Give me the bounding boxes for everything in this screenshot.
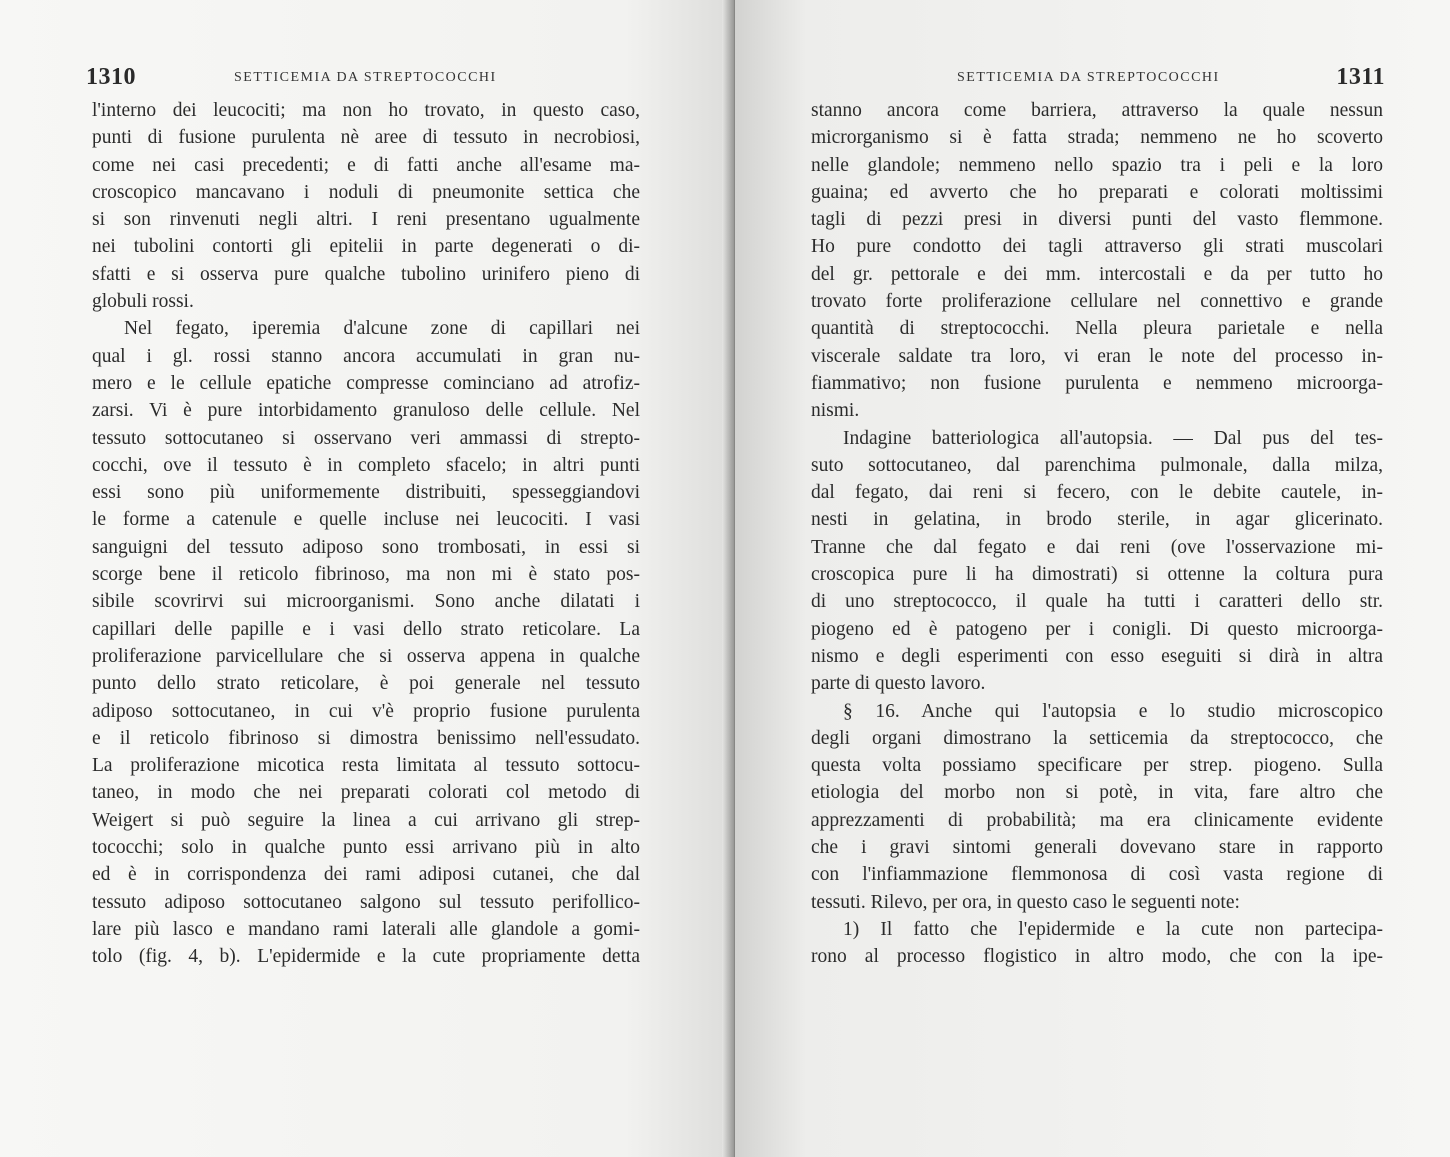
text-line: sanguigni del tessuto adiposo sono trombosati, in essi si: [92, 536, 640, 558]
text-line: Indagine batteriologica all'autopsia. — Dal pus del tes-: [843, 427, 1383, 449]
text-line: proliferazione parvicellulare che si osserva appena in qualche: [92, 645, 640, 667]
text-line: lare più lasco e mandano rami laterali alle glandole a gomi-: [92, 918, 640, 940]
text-line: del gr. pettorale e dei mm. intercostali e da per tutto ho: [811, 263, 1383, 285]
text-line: sfatti e si osserva pure qualche tubolino urinifero pieno di: [92, 263, 640, 285]
text-line: microrganismo si è fatta strada; nemmeno ne ho scoverto: [811, 127, 1383, 149]
text-line: croscopico mancavano i noduli di pneumonite settica che: [92, 181, 640, 203]
text-line: sibile scovrirvi sui microorganismi. Sono anche dilatati i: [92, 591, 640, 613]
text-line: nismo e degli esperimenti con esso eseguiti si dirà in altra: [811, 645, 1383, 667]
text-line: tococchi; solo in qualche punto essi arrivano più in alto: [92, 837, 640, 859]
text-line: apprezzamenti di probabilità; ma era clinicamente evidente: [811, 809, 1383, 831]
text-line: scorge bene il reticolo fibrinoso, ma non mi è stato pos-: [92, 564, 640, 586]
text-line: Nel fegato, iperemia d'alcune zone di capillari nei: [124, 318, 640, 340]
text-line: croscopica pure li ha dimostrati) si ottenne la coltura pura: [811, 564, 1383, 586]
text-line: si son rinvenuti negli altri. I reni presentano ugualmente: [92, 209, 640, 231]
text-line: rono al processo flogistico in altro modo, che con la ipe-: [811, 946, 1383, 968]
text-line: tessuti. Rilevo, per ora, in questo caso le seguenti note:: [811, 891, 1240, 913]
text-line: nelle glandole; nemmeno nello spazio tra i peli e la loro: [811, 154, 1383, 176]
text-line: con l'infiammazione flemmonosa di così vasta regione di: [811, 864, 1383, 886]
text-line: cocchi, ove il tessuto è in completo sfacelo; in altri punti: [92, 454, 640, 476]
text-line: suto sottocutaneo, dal parenchima pulmonale, dalla milza,: [811, 454, 1383, 476]
text-line: questa volta possiamo specificare per strep. piogeno. Sulla: [811, 755, 1383, 777]
text-line: Ho pure condotto dei tagli attraverso gli strati muscolari: [811, 236, 1383, 258]
text-line: adiposo sottocutaneo, in cui v'è proprio fusione purulenta: [92, 700, 640, 722]
left-page-header: [86, 64, 646, 94]
right-page: [735, 0, 1450, 1157]
text-line: come nei casi precedenti; e di fatti anche all'esame ma-: [92, 154, 640, 176]
text-line: qual i gl. rossi stanno ancora accumulati in gran nu-: [92, 345, 640, 367]
text-line: nei tubolini contorti gli epitelii in parte degenerati o di-: [92, 236, 640, 258]
right-page-header: [957, 64, 1385, 94]
text-line: taneo, in modo che nei preparati colorati col metodo di: [92, 782, 640, 804]
text-line: tessuto adiposo sottocutaneo salgono sul tessuto perifollico-: [92, 891, 640, 913]
text-line: mero e le cellule epatiche compresse cominciano ad atrofiz-: [92, 372, 640, 394]
text-line: dal fegato, dai reni si fecero, con le debite cautele, in-: [811, 482, 1383, 504]
text-line: Weigert si può seguire la linea a cui arrivano gli strep-: [92, 809, 640, 831]
text-line: etiologia del morbo non si potè, in vita, fare altro che: [811, 782, 1383, 804]
text-line: quantità di streptococchi. Nella pleura parietale e nella: [811, 318, 1383, 340]
text-line: le forme a catenule e quelle incluse nei leucociti. I vasi: [92, 509, 640, 531]
right-running-title: SETTICEMIA DA STREPTOCOCCHI: [957, 70, 1220, 85]
left-page-number: 1310: [86, 64, 136, 90]
text-line: essi sono più uniformemente distribuiti, spesseggiandovi: [92, 482, 640, 504]
text-line: La proliferazione micotica resta limitata al tessuto sottocu-: [92, 755, 640, 777]
right-page-number: 1311: [1336, 64, 1385, 90]
text-line: capillari delle papille e i vasi dello strato reticolare. La: [92, 618, 640, 640]
text-line: guaina; ed avverto che ho preparati e colorati moltissimi: [811, 181, 1383, 203]
text-line: 1) Il fatto che l'epidermide e la cute non partecipa-: [843, 918, 1383, 940]
text-line: degli organi dimostrano la setticemia da streptococco, che: [811, 727, 1383, 749]
text-line: tessuto sottocutaneo si osservano veri ammassi di strepto-: [92, 427, 640, 449]
text-line: parte di questo lavoro.: [811, 673, 986, 695]
text-line: piogeno ed è patogeno per i conigli. Di questo microorga-: [811, 618, 1383, 640]
text-line: fiammativo; non fusione purulenta e nemmeno microorga-: [811, 372, 1383, 394]
text-line: trovato forte proliferazione cellulare nel connettivo e grande: [811, 291, 1383, 313]
text-line: zarsi. Vi è pure intorbidamento granuloso delle cellule. Nel: [92, 400, 640, 422]
left-page-body: [92, 97, 640, 971]
text-line: § 16. Anche qui l'autopsia e lo studio microscopico: [843, 700, 1383, 722]
text-line: nismi.: [811, 400, 860, 422]
text-line: nesti in gelatina, in brodo sterile, in agar glicerinato.: [811, 509, 1383, 531]
text-line: ed è in corrispondenza dei rami adiposi cutanei, che dal: [92, 864, 640, 886]
text-line: stanno ancora come barriera, attraverso la quale nessun: [811, 100, 1383, 121]
left-running-title: SETTICEMIA DA STREPTOCOCCHI: [234, 70, 497, 85]
text-line: viscerale saldate tra loro, vi eran le note del processo in-: [811, 345, 1383, 367]
text-line: l'interno dei leucociti; ma non ho trovato, in questo caso,: [92, 100, 640, 121]
text-line: tolo (fig. 4, b). L'epidermide e la cute propriamente detta: [92, 946, 640, 968]
text-line: tagli di pezzi presi in diversi punti del vasto flemmone.: [811, 209, 1383, 231]
text-line: di uno streptococco, il quale ha tutti i caratteri dello str.: [811, 591, 1383, 613]
text-line: globuli rossi.: [92, 291, 194, 313]
text-line: e il reticolo fibrinoso si dimostra benissimo nell'essudato.: [92, 727, 640, 749]
text-line: che i gravi sintomi generali dovevano stare in rapporto: [811, 837, 1383, 859]
text-line: punto dello strato reticolare, è poi generale nel tessuto: [92, 673, 640, 695]
text-line: Tranne che dal fegato e dai reni (ove l'osservazione mi-: [811, 536, 1383, 558]
right-page-body: [811, 97, 1383, 971]
text-line: punti di fusione purulenta nè aree di tessuto in necrobiosi,: [92, 127, 640, 149]
